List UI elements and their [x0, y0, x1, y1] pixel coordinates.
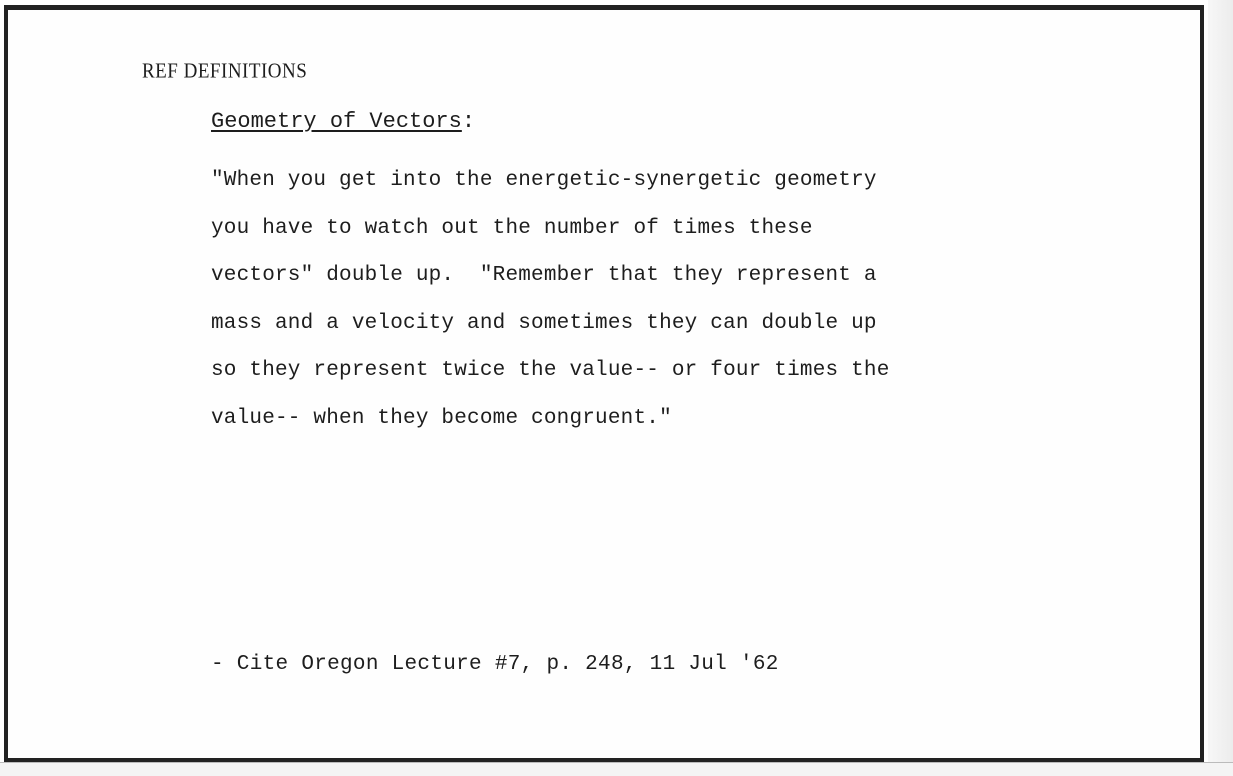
scan-edge-right [1208, 0, 1233, 775]
quote-line: you have to watch out the number of times these [211, 216, 813, 240]
quote-line: vectors" double up. "Remember that they represent a [211, 264, 877, 287]
quote-line: value-- when they become congruent." [211, 406, 672, 430]
quote-line: mass and a velocity and sometimes they can double up [211, 311, 877, 335]
subject-title: Geometry of Vectors [211, 109, 462, 134]
quote-line: "When you get into the energetic-synergetic geometry [211, 169, 877, 192]
card-heading: REF DEFINITIONS [142, 60, 308, 84]
quote-block [211, 157, 890, 442]
subject-line [211, 109, 475, 134]
citation: - Cite Oregon Lecture #7, p. 248, 11 Jul '62 [211, 653, 779, 676]
quote-line: so they represent twice the value-- or four times the [211, 359, 890, 382]
scan-edge-bottom [0, 762, 1233, 776]
subject-colon: : [461, 109, 476, 134]
